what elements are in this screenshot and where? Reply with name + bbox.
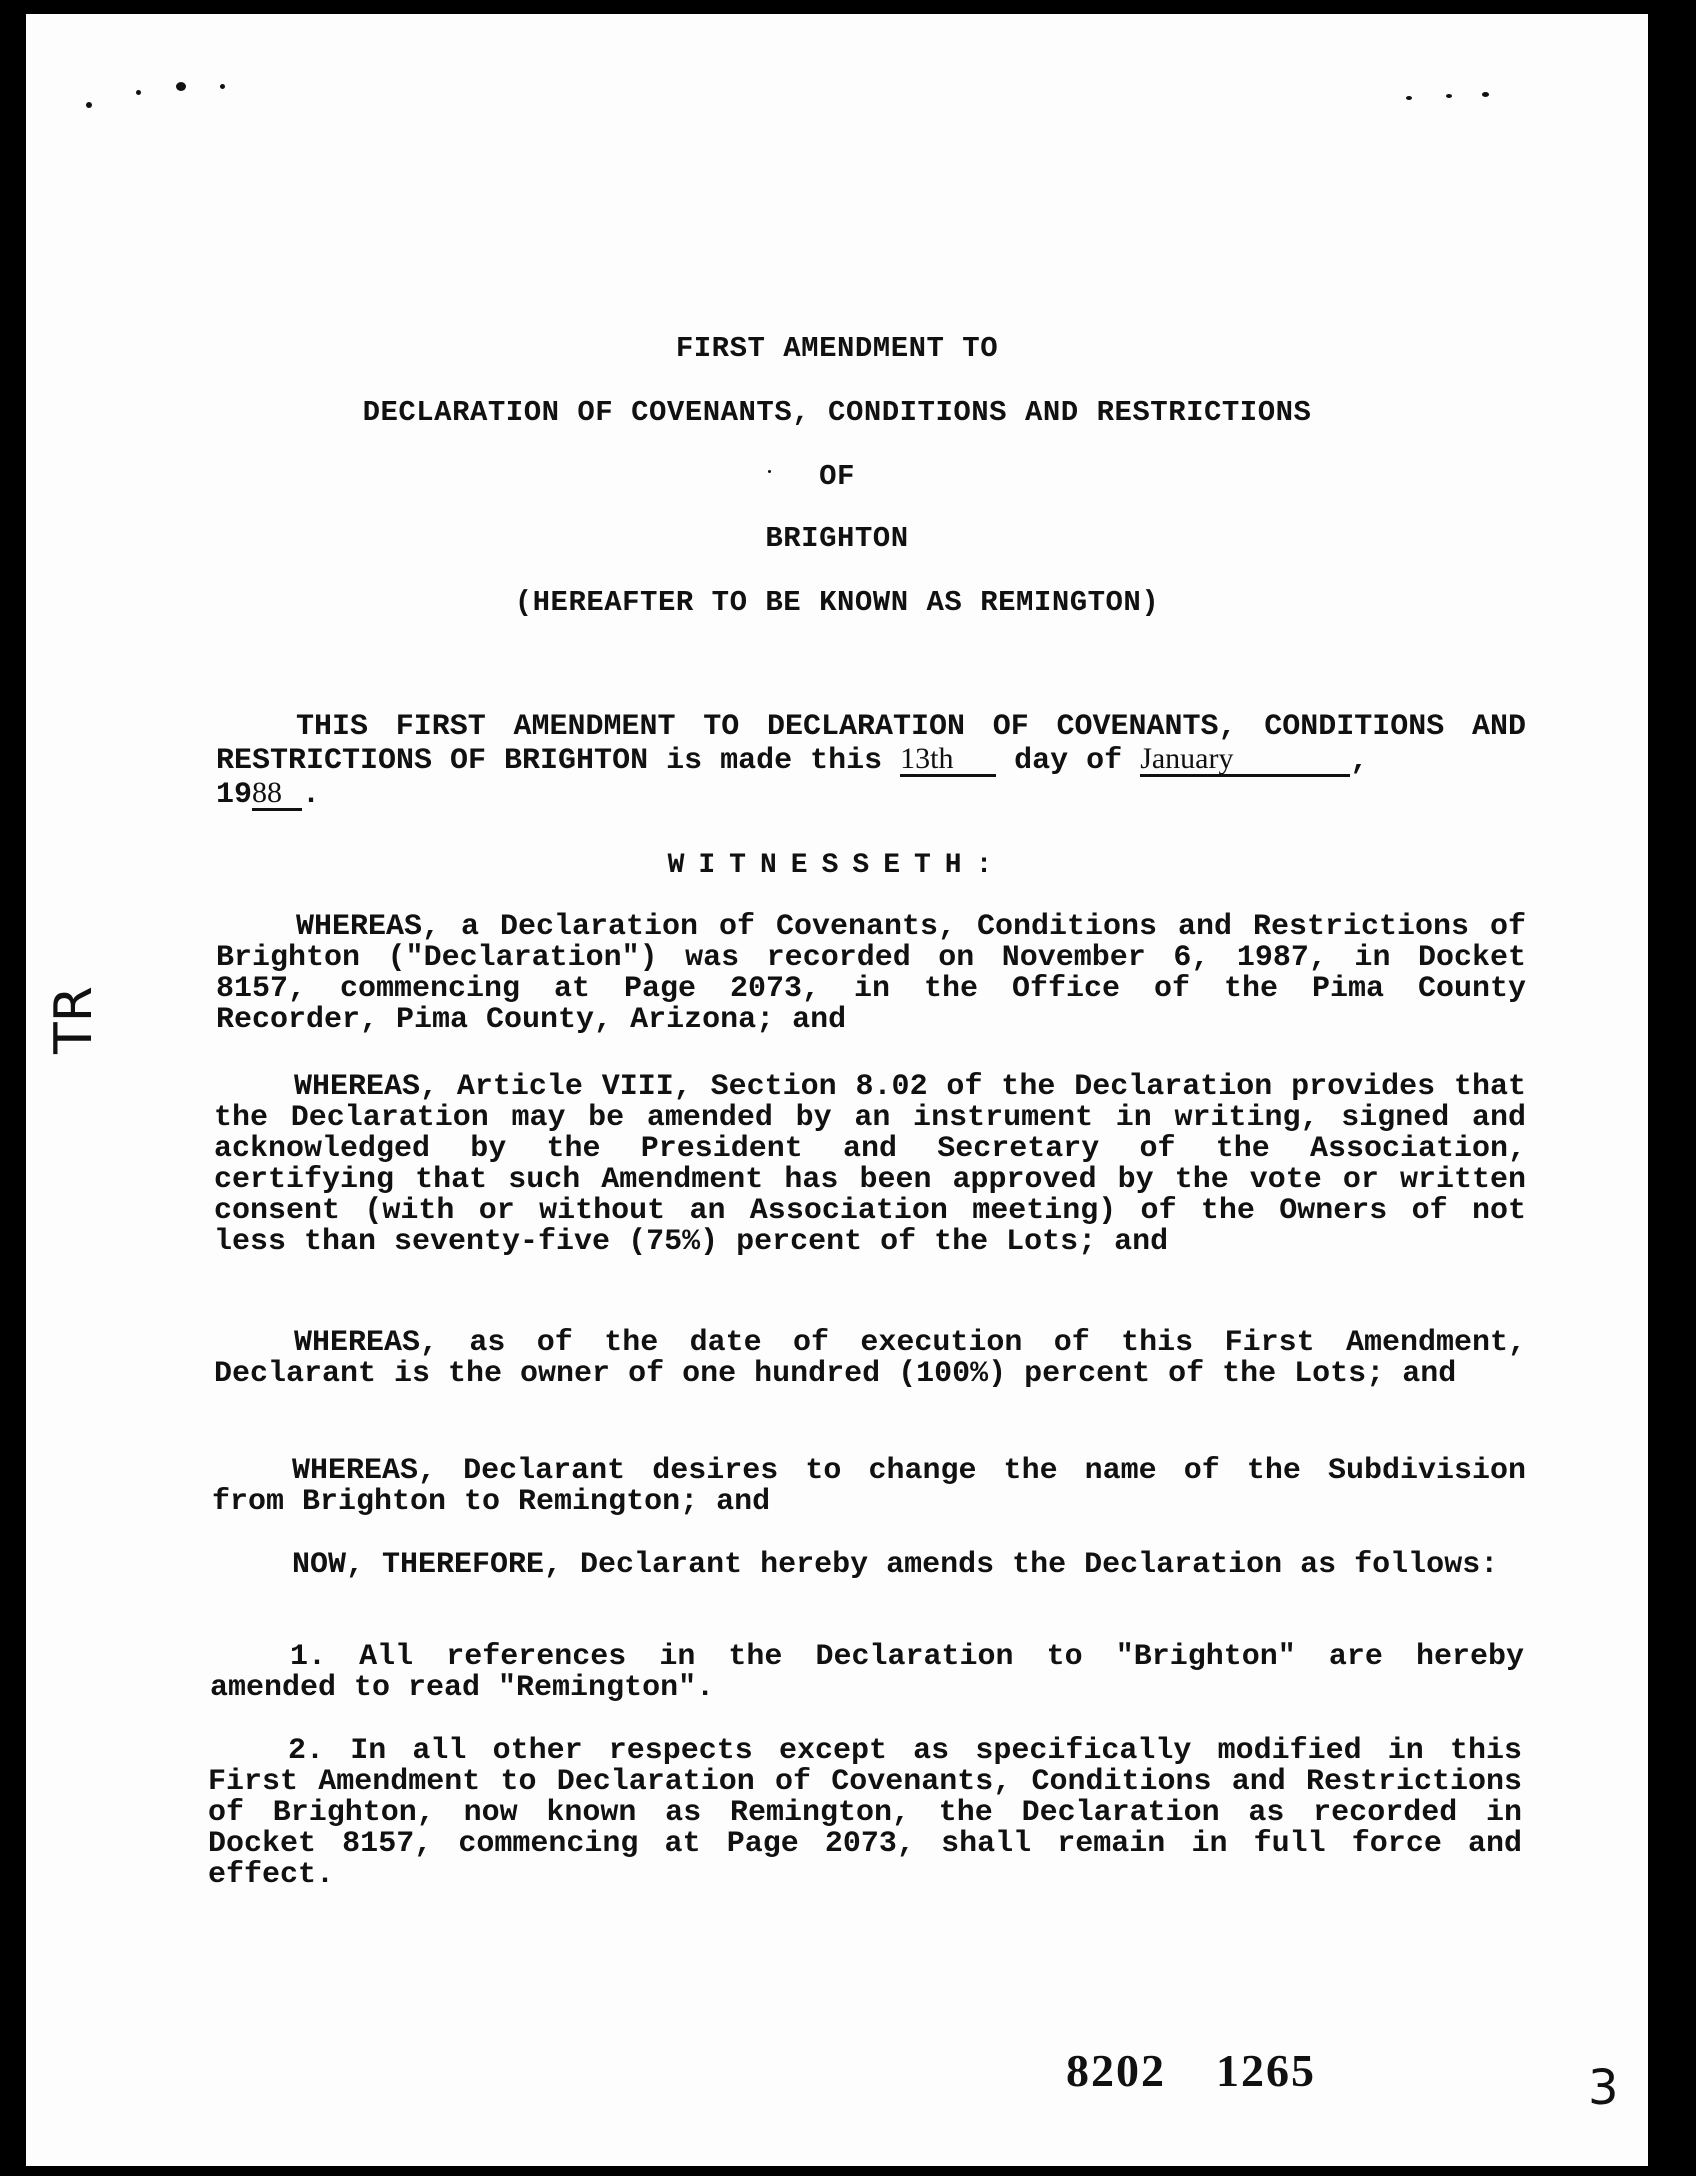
witnesseth-heading: WITNESSETH: [667, 850, 1007, 881]
intro-comma: , [1350, 744, 1369, 778]
whereas-paragraph-1 [216, 912, 1526, 1036]
page-mark: 3 [1588, 2060, 1619, 2116]
document-title-line-4: BRIGHTON [765, 522, 909, 555]
document-page [26, 14, 1648, 2166]
scan-speck [176, 82, 186, 91]
amendment-item-1-text: 1. All references in the Declaration to "Brighton" are hereby amended to read "Remington". [210, 1640, 1524, 1705]
whereas-4-text: WHEREAS, Declarant desires to change the name of the Subdivision from Brighton to Remington; and [212, 1454, 1526, 1519]
year-field: 88 [252, 777, 302, 811]
scan-speck [1406, 96, 1412, 100]
month-field: January [1140, 743, 1350, 777]
whereas-paragraph-2 [214, 1072, 1526, 1258]
margin-initials: TR [44, 986, 104, 1054]
day-field: 13th [900, 743, 996, 777]
amendment-item-2-text: 2. In all other respects except as specifically modified in this First Amendment to Declaration of Covenants, Conditions and Restrictions of Brighton, now known as Remington, the Declaration as recorded in Docket 8157, commencing at Page 2073, shall remain in full force and effect. [208, 1734, 1522, 1892]
whereas-3-text: WHEREAS, as of the date of execution of this First Amendment, Declarant is the owner of one hundred (100%) percent of the Lots; and [214, 1326, 1526, 1391]
scan-speck [1482, 92, 1489, 97]
docket-stamp [1066, 2044, 1366, 2097]
now-therefore-paragraph [212, 1550, 1526, 1581]
intro-paragraph [216, 712, 1526, 811]
docket-number: 8202 [1066, 2045, 1166, 2096]
now-therefore-text: NOW, THEREFORE, Declarant hereby amends the Declaration as follows: [292, 1548, 1499, 1582]
document-title-line-5: (HEREAFTER TO BE KNOWN AS REMINGTON) [514, 586, 1160, 619]
intro-text: THIS FIRST AMENDMENT TO DECLARATION OF COVENANTS, CONDITIONS AND RESTRICTIONS OF BRIGHTON is made this [216, 710, 1526, 778]
scan-speck [1446, 94, 1452, 98]
scan-speck [86, 102, 92, 108]
whereas-paragraph-3 [214, 1328, 1526, 1390]
amendment-item-1 [210, 1642, 1524, 1704]
document-title-line-3: OF [819, 460, 855, 493]
scan-speck [220, 84, 225, 89]
year-prefix: 19 [216, 778, 253, 812]
amendment-item-2 [208, 1736, 1522, 1891]
whereas-2-text: WHEREAS, Article VIII, Section 8.02 of the Declaration provides that the Declaration may be amended by an instrument in writing, signed and acknowledged by the President and Secretary of the Association, certifying that such Amendment has been approved by the vote or written consent (with or without an Association meeting) of the Owners of not less than seventy-five (75%) percent of the Lots; and [214, 1070, 1526, 1259]
intro-period: . [302, 778, 321, 812]
whereas-paragraph-4 [212, 1456, 1526, 1518]
whereas-1-text: WHEREAS, a Declaration of Covenants, Conditions and Restrictions of Brighton ("Declaration") was recorded on November 6, 1987, in Docket 8157, commencing at Page 2073, in the Office of the Pima County Recorder, Pima County, Arizona; and [216, 910, 1526, 1037]
document-title-line-1: FIRST AMENDMENT TO [675, 332, 999, 365]
scan-speck [136, 90, 141, 95]
docket-page: 1265 [1216, 2045, 1316, 2096]
document-title-line-2: DECLARATION OF COVENANTS, CONDITIONS AND RESTRICTIONS [362, 396, 1312, 429]
intro-day-of: day of [1014, 744, 1123, 778]
